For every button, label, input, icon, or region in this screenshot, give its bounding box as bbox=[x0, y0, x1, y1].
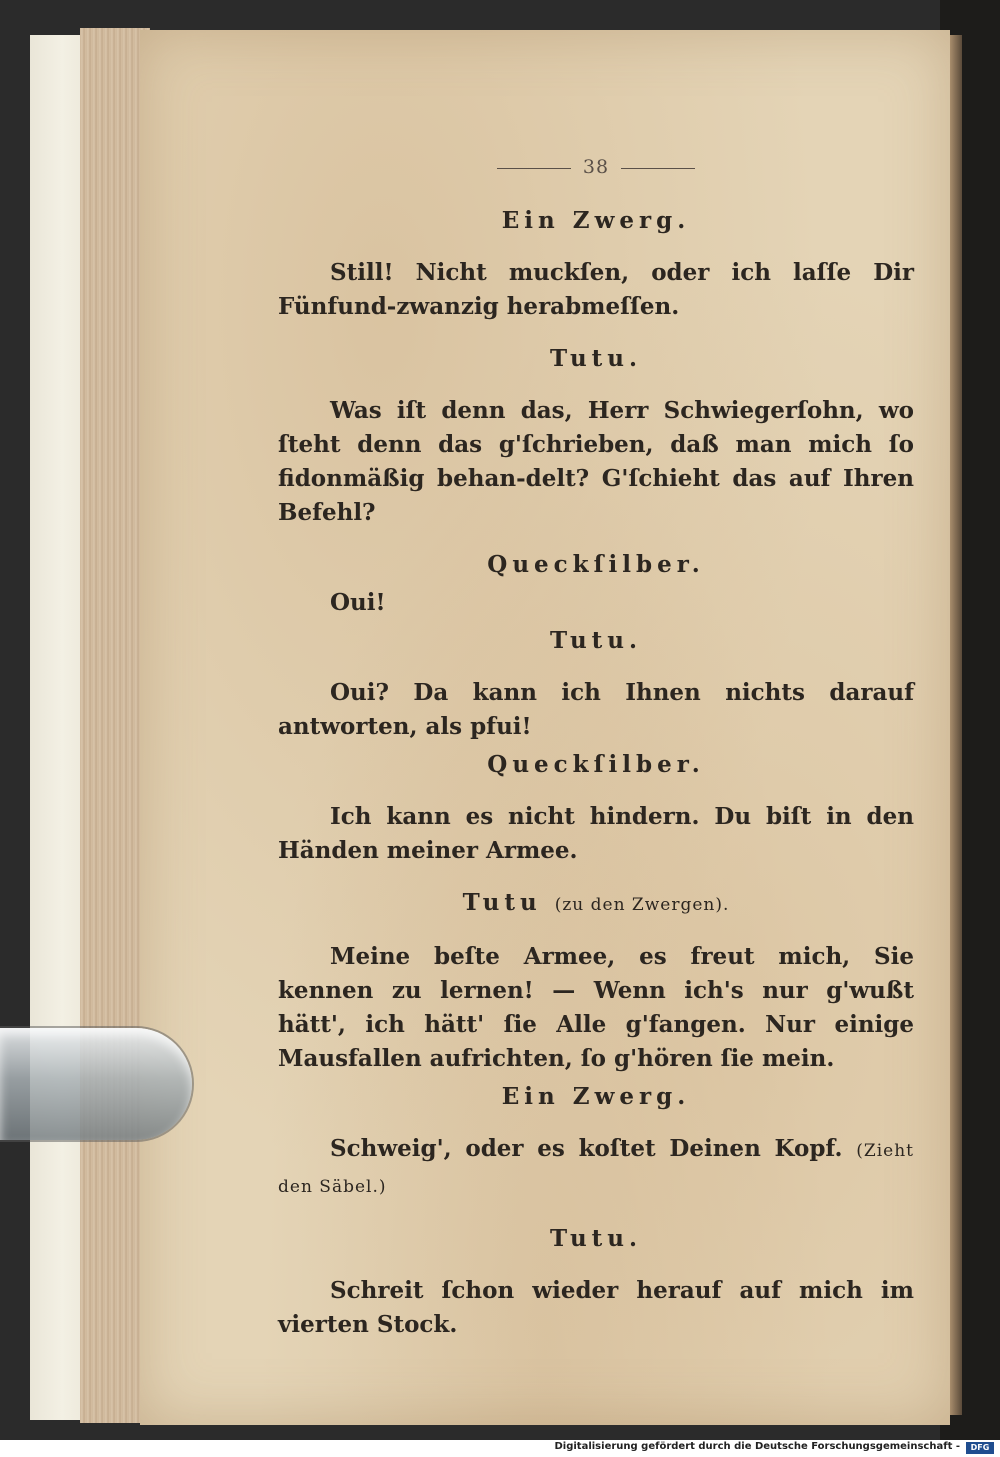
footer-bar bbox=[0, 1440, 1000, 1457]
speech-text: Oui? Da kann ich Ihnen nichts darauf antworten, als pfui! bbox=[278, 679, 914, 740]
stage-direction: (Zieht den Säbel.) bbox=[278, 1141, 914, 1197]
footer-credit: Digitalisierung gefördert durch die Deutsche Forschungsgemeinschaft - bbox=[554, 1441, 960, 1452]
speech-content: Schweig', oder es koſtet Deinen Kopf. bbox=[330, 1135, 843, 1162]
speech-text: Meine beſte Armee, es freut mich, Sie kennen zu lernen! — Wenn ich's nur g'wußt hätt', ich hätt' ſie Alle g'fangen. Nur einige Mausfallen aufrichten, ſo g'hören ſie mein. bbox=[278, 943, 914, 1072]
speech-text: Ich kann es nicht hindern. Du biſt in den Händen meiner Armee. bbox=[278, 803, 914, 864]
page-gutter bbox=[950, 35, 962, 1415]
speaker-label: Tutu. bbox=[549, 627, 643, 654]
dfg-logo: DFG bbox=[966, 1442, 994, 1454]
speech-text: Schreit ſchon wieder herauf auf mich im vierten Stock. bbox=[278, 1277, 914, 1338]
speaker-label: Ein Zwerg. bbox=[501, 1083, 691, 1110]
speaker-label: Queckſilber. bbox=[487, 551, 705, 578]
speaker-label: Tutu. bbox=[549, 1225, 643, 1252]
speaker-name: Tutu bbox=[462, 889, 542, 916]
speaker-label: Queckſilber. bbox=[487, 751, 705, 778]
glass-page-clip bbox=[0, 1028, 192, 1140]
speech-text-with-direction bbox=[278, 1132, 914, 1204]
speech-text: Was iſt denn das, Herr Schwiegerſohn, wo ſteht denn das g'ſchrieben, daß man mich ſo fidonmäßig behan-delt? G'ſchieht das auf Ihren Befehl? bbox=[278, 397, 914, 526]
speech-text: Oui! bbox=[330, 589, 386, 616]
page-text bbox=[278, 150, 914, 1360]
speaker-label: Ein Zwerg. bbox=[501, 207, 691, 234]
speech-text: Still! Nicht muckſen, oder ich laſſe Dir Fünfund-zwanzig herabmeſſen. bbox=[278, 259, 914, 320]
speaker-label-with-direction bbox=[278, 886, 914, 922]
stage-direction: (zu den Zwergen). bbox=[554, 895, 730, 915]
speaker-label: Tutu. bbox=[549, 345, 643, 372]
page-number: 38 bbox=[278, 150, 914, 184]
